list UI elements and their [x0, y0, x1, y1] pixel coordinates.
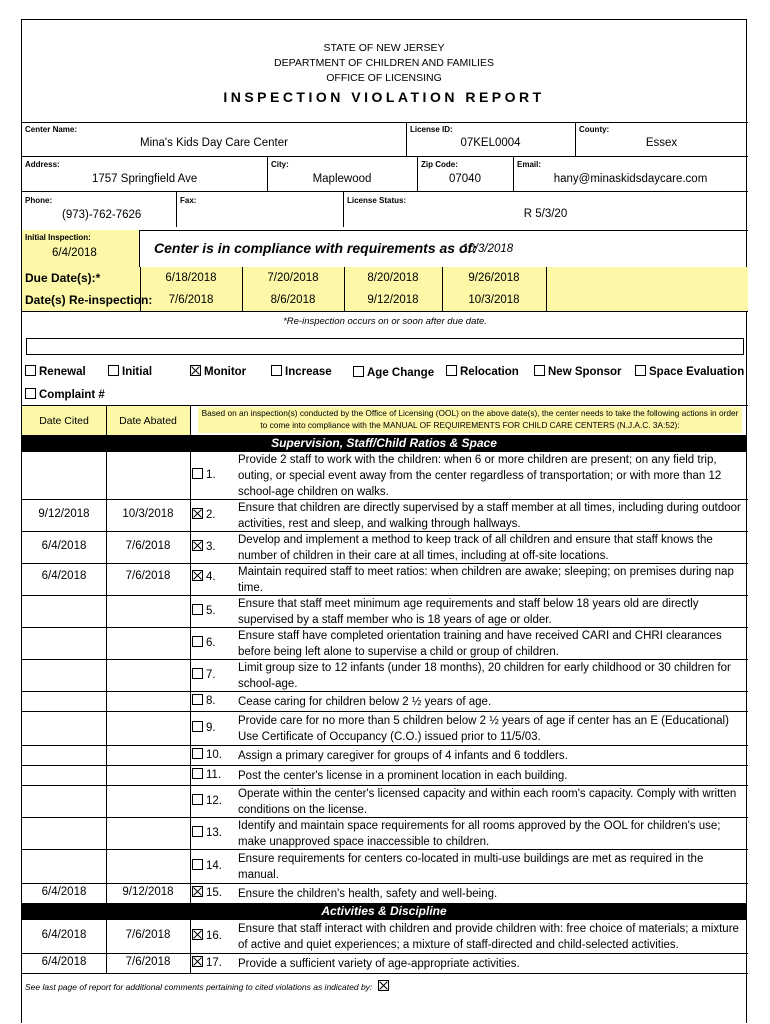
item-13-checkbox[interactable]: 13. [192, 826, 222, 839]
compliance-statement: Center is in compliance with requirements as of: [154, 240, 477, 256]
item-17-text: Provide a sufficient variety of age-appropriate activities. [238, 958, 520, 970]
initial-checkbox[interactable] [108, 365, 119, 376]
table-row: 9/12/2018 10/3/2018 2. Ensure that children are directly supervised by a staff member at all times, including during outdoor activities, rest and sleep, and walking through hallways. [22, 500, 748, 532]
item-1-text: Provide 2 staff to work with the children: when 6 or more children are present; on any field trip, outing, or special event away from the center regardless of transportation; or with more than 12 school-age children on walks. [238, 454, 722, 498]
inspection-report-page [21, 19, 747, 1023]
item-5-checkbox[interactable]: 5. [192, 604, 216, 617]
item-13-text: Identify and maintain space requirements for all rooms approved by the OOL for children's use; make unapproved space inaccessible to children. [238, 820, 721, 848]
date-cited-header: Date Cited [39, 415, 89, 427]
item-14-checkbox[interactable]: 14. [192, 859, 222, 872]
footer-checkbox-icon [378, 980, 389, 991]
item-15-checkbox[interactable]: 15. [192, 886, 222, 899]
reinspection-date-3: 9/12/2018 [367, 294, 419, 306]
due-date-1: 6/18/2018 [165, 272, 217, 284]
item-11-checkbox[interactable]: 11. [192, 768, 221, 781]
item-2-text: Ensure that children are directly supervised by a staff member at all times, including during outdoor activities, rest and sleep, and walking through hallways. [238, 502, 741, 530]
monitor-checkbox[interactable] [190, 365, 201, 376]
county-label: County: [579, 125, 610, 134]
new-sponsor-option[interactable]: New Sponsor [534, 365, 621, 378]
table-row [22, 596, 748, 628]
license-id-label: License ID: [410, 125, 453, 134]
relocation-option[interactable]: Relocation [446, 365, 519, 378]
age-change-option[interactable]: Age Change [353, 366, 434, 379]
item-4-checkbox[interactable]: 4. [192, 570, 216, 583]
activities-section-header: Activities & Discipline [22, 903, 746, 920]
date-abated-header: Date Abated [119, 415, 177, 427]
table-row: 6/4/2018 7/6/2018 17. Provide a sufficient variety of age-appropriate activities. [22, 954, 748, 974]
item-6-checkbox[interactable]: 6. [192, 636, 216, 649]
reinspection-date-1: 7/6/2018 [168, 294, 214, 306]
table-row [22, 692, 748, 712]
item-5-text: Ensure that staff meet minimum age requirements and staff below 18 years old are directly supervised by a staff member who is 18 years of age or older. [238, 598, 699, 626]
address-label: Address: [25, 160, 60, 169]
reinspection-label: Date(s) Re-inspection: [25, 293, 153, 307]
activities-items [22, 920, 748, 974]
increase-option[interactable]: Increase [271, 365, 332, 378]
item-12-checkbox[interactable]: 12. [192, 794, 222, 807]
reinspection-date-2: 8/6/2018 [270, 294, 316, 306]
due-date-4: 9/26/2018 [468, 272, 520, 284]
item-11-text: Post the center's license in a prominent location in each building. [238, 770, 568, 782]
email-value: hany@minaskidsdaycare.com [553, 173, 708, 185]
table-row: 6/4/2018 7/6/2018 16. Ensure that staff interact with children and provide children with: free choice of materials; a mixture of active and quiet experiences; a mixture of staff-directed and child-selected activities. [22, 920, 748, 954]
item-12-text: Operate within the center's licensed capacity and within each room's capacity. Comply with written conditions on the license. [238, 788, 737, 816]
table-row [22, 746, 748, 766]
city-value: Maplewood [312, 173, 372, 185]
initial-inspection-box [22, 230, 140, 267]
table-row [22, 452, 748, 500]
table-row [22, 660, 748, 692]
item-1-checkbox[interactable]: 1. [192, 468, 216, 481]
license-status-value: R 5/3/20 [523, 208, 568, 220]
item-4-text: Maintain required staff to meet ratios: when children are awake; sleeping; on premises during nap time. [238, 566, 734, 594]
center-name-value: Mina's Kids Day Care Center [140, 137, 288, 149]
city-label: City: [271, 160, 289, 169]
reinspection-note: *Re-inspection occurs on or soon after due date. [283, 316, 487, 327]
initial-inspection-label: Initial Inspection: [25, 233, 91, 242]
relocation-checkbox[interactable] [446, 365, 457, 376]
age-change-checkbox[interactable] [353, 366, 364, 377]
item-3-checkbox[interactable]: 3. [192, 540, 216, 553]
item-6-text: Ensure staff have completed orientation training and have received CARI and CHRI clearances before being left alone to supervise a child or group of children. [238, 630, 722, 658]
address-value: 1757 Springfield Ave [92, 173, 198, 185]
complaint-option[interactable]: Complaint # [25, 388, 105, 401]
due-date-2: 7/20/2018 [267, 272, 319, 284]
item-16-text: Ensure that staff interact with children and provide children with: free choice of materials; a mixture of active and quiet experiences; a mixture of staff-directed and child-selected activities. [238, 923, 739, 951]
phone-value: (973)-762-7626 [62, 209, 142, 221]
table-row [22, 628, 748, 660]
renewal-option[interactable]: Renewal [25, 365, 86, 378]
item-3-text: Develop and implement a method to keep track of all children and ensure that staff knows the number of children in their care at all times, including at off-site locations. [238, 534, 713, 562]
item-10-checkbox[interactable]: 10. [192, 748, 222, 761]
license-id-value: 07KEL0004 [460, 137, 521, 149]
table-row: 6/4/2018 7/6/2018 4. Maintain required staff to meet ratios: when children are awake; sleeping; on premises during nap time. [22, 564, 748, 596]
supervision-section-header: Supervision, Staff/Child Ratios & Space [22, 435, 746, 452]
comment-box[interactable] [26, 338, 744, 355]
item-2-checkbox[interactable]: 2. [192, 508, 216, 521]
space-evaluation-checkbox[interactable] [635, 365, 646, 376]
increase-checkbox[interactable] [271, 365, 282, 376]
zip-value: 07040 [449, 173, 481, 185]
state-heading: STATE OF NEW JERSEY [323, 42, 445, 54]
center-name-label: Center Name: [25, 125, 78, 134]
item-15-text: Ensure the children's health, safety and well-being. [238, 888, 498, 900]
table-row: 6/4/2018 7/6/2018 3. Develop and implement a method to keep track of all children and ensure that staff knows the number of children in their care at all times, including at off-site locations. [22, 532, 748, 564]
fax-label: Fax: [180, 196, 197, 205]
monitor-option[interactable]: Monitor [190, 365, 246, 378]
item-14-text: Ensure requirements for centers co-located in multi-use buildings are met as required in the manual. [238, 853, 704, 881]
table-row: 6/4/2018 9/12/2018 15. Ensure the children's health, safety and well-being. [22, 884, 748, 904]
instructions-text: Based on an inspection(s) conducted by the Office of Licensing (OOL) on the above date(s), the center needs to take the following actions in order to come into compliance with the MANUAL OF REQUIREMENTS FOR CHILD CARE CENTERS (N.J.A.C. 3A:52): [198, 407, 742, 433]
initial-option[interactable]: Initial [108, 365, 152, 378]
reinspection-date-4: 10/3/2018 [468, 294, 520, 306]
item-16-checkbox[interactable]: 16. [192, 929, 222, 942]
item-10-text: Assign a primary caregiver for groups of 4 infants and 6 toddlers. [238, 750, 568, 762]
table-row [22, 766, 748, 786]
due-date-3: 8/20/2018 [367, 272, 419, 284]
item-7-checkbox[interactable]: 7. [192, 668, 216, 681]
item-17-checkbox[interactable]: 17. [192, 956, 222, 969]
initial-inspection-date: 6/4/2018 [52, 247, 97, 259]
item-7-text: Limit group size to 12 infants (under 18 months), 20 children for early childhood or 30 children for school-age. [238, 662, 731, 690]
zip-label: Zip Code: [421, 160, 458, 169]
table-row [22, 786, 748, 818]
department-heading: DEPARTMENT OF CHILDREN AND FAMILIES [274, 57, 494, 69]
complaint-checkbox[interactable] [25, 388, 36, 399]
due-dates-label: Due Date(s):* [25, 271, 101, 285]
supervision-items [22, 452, 748, 906]
item-8-text: Cease caring for children below 2 ½ years of age. [238, 696, 492, 708]
footer-note: See last page of report for additional comments pertaining to cited violations as indicated by: [25, 980, 392, 992]
office-heading: OFFICE OF LICENSING [326, 72, 442, 84]
phone-label: Phone: [25, 196, 53, 205]
license-status-label: License Status: [347, 196, 407, 205]
report-title: INSPECTION VIOLATION REPORT [223, 89, 545, 105]
item-8-checkbox[interactable]: 8. [192, 694, 216, 707]
compliance-date: 10/3/2018 [462, 243, 514, 255]
space-evaluation-option[interactable]: Space Evaluation [635, 365, 744, 378]
new-sponsor-checkbox[interactable] [534, 365, 545, 376]
renewal-checkbox[interactable] [25, 365, 36, 376]
item-9-checkbox[interactable]: 9. [192, 721, 216, 734]
table-row [22, 712, 748, 746]
county-value: Essex [645, 137, 678, 149]
email-label: Email: [517, 160, 542, 169]
table-row [22, 818, 748, 850]
item-9-text: Provide care for no more than 5 children below 2 ½ years of age if center has an E (Educational) Use Certificate of Occupancy (C.O.) issued prior to 11/5/03. [238, 715, 729, 743]
table-row [22, 850, 748, 884]
